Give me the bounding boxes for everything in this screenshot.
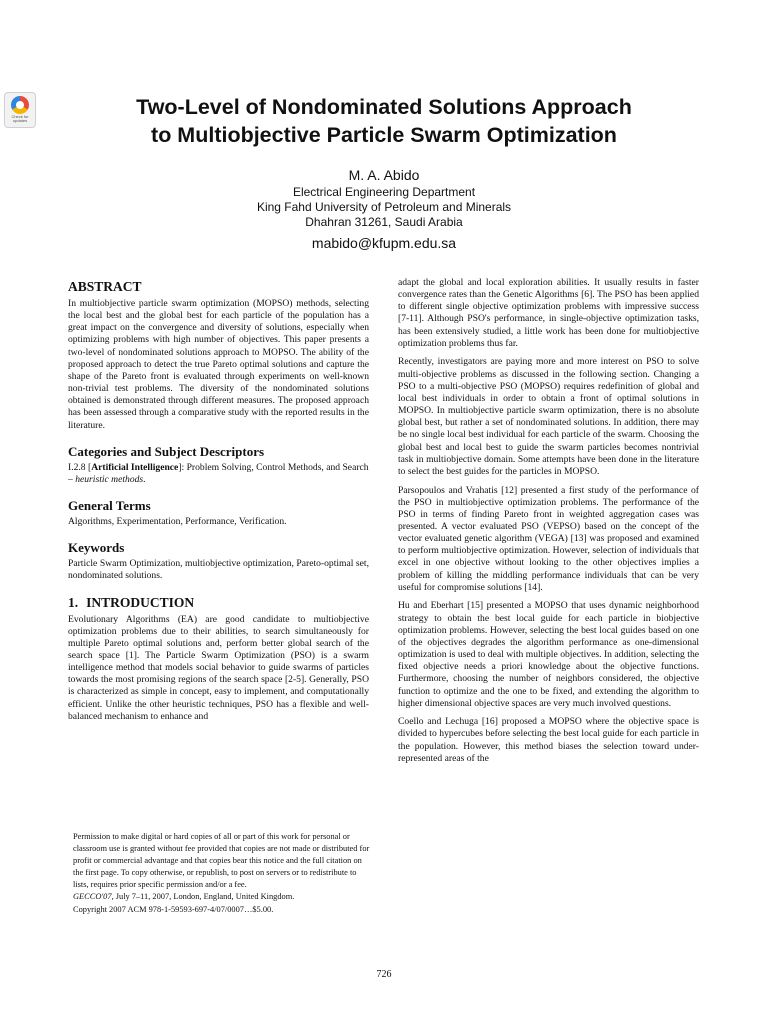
introduction-heading — [68, 595, 369, 611]
general-terms-text: Algorithms, Experimentation, Performance, Verification. — [68, 516, 287, 528]
right-paragraph-5: Coello and Lechuga [16] proposed a MOPSO where the objective space is divided to hypercubes before selecting the best local guide for each particle in the population. However, this method biases the selection toward under-represented areas of the — [398, 716, 699, 764]
categories-after-bold: ]: Problem Solving, Control Methods, and Search – — [68, 461, 369, 485]
author-department: Electrical Engineering Department — [292, 185, 476, 199]
categories-code: I.2.8 [ — [68, 461, 92, 473]
paper-title — [70, 93, 698, 149]
badge-label: Check for updates — [11, 114, 29, 123]
right-paragraph-3: Parsopoulos and Vrahatis [12] presented a first study of the performance of the PSO in multiobjective optimization problems. The performance of the PSO in terms of finding Pareto front in weighted aggregation cases was presented. A vector evaluated PSO (VEPSO) based on the concept of the vector evaluated genetic algorithm (VEGA) [13] was proposed and examined to perform multiobjective optimization. However, selection of individuals that excel in one objective without looking to the other objectives implies a problem of killing the middling performance individuals that can be very useful for compromise solutions [14]. — [398, 484, 699, 593]
categories-bold: Artificial Intelligence — [91, 461, 179, 473]
author-city: Dhahran 31261, Saudi Arabia — [305, 215, 463, 229]
abstract-heading: ABSTRACT — [68, 279, 142, 294]
copyright-line: Copyright 2007 ACM 978-1-59593-697-4/07/0007…$5.00. — [73, 904, 274, 914]
author-university: King Fahd University of Petroleum and Minerals — [256, 200, 512, 214]
introduction-title: INTRODUCTION — [86, 594, 195, 610]
categories-heading: Categories and Subject Descriptors — [68, 443, 265, 459]
title-line-2: to Multiobjective Particle Swarm Optimization — [151, 123, 617, 147]
conference-details: , July 7–11, 2007, London, England, United Kingdom. — [111, 892, 295, 902]
author-name: M. A. Abido — [348, 167, 420, 183]
author-email[interactable]: mabido@kfupm.edu.sa — [311, 235, 457, 251]
right-paragraph-2: Recently, investigators are paying more and more interest on PSO to solve multi-objective problems as discussed in the following section. Changing a PSO to a multi-objective PSO (MOPSO) requires redefinition of global and local best individuals in order to obtain a front of optimal solutions in MOPSO. In multiobjective particle swarm optimization, there is no absolute global best, but rather a set of nondominated solutions. In addition, there may be no single local best individual for each particle of the swarm. Choosing the global best and local best to guide the swarm particles becomes nontrivial task in multiobjective domain. Some attempts have been done in the literature to select the best guides for the particles in MOPSO. — [398, 356, 699, 477]
introduction-number: 1. — [68, 594, 79, 610]
page-number: 726 — [376, 969, 392, 980]
abstract-text: In multiobjective particle swarm optimization (MOPSO) methods, selecting the local best and the global best for each particle of the population has a great impact on the convergence and diversity of solutions, especially when optimizing problems with high number of objectives. This paper presents a two-level of nondominated solutions approach to MOPSO. The ability of the proposed approach to detect the true Pareto optimal solutions and capture the shape of the Pareto front is evaluated through experiments on well-known non-trivial test problems. The diversity of the nondominated solutions obtained is demonstrated through different measures. The proposed approach has been assessed through a comparative study with the reported results in the literature. — [68, 298, 369, 431]
crossmark-icon — [11, 96, 29, 114]
categories-text — [68, 462, 369, 486]
permission-text: Permission to make digital or hard copies of all or part of this work for personal or classroom use is granted without fee provided that copies are not made or distributed for profit or commercial advantage and that copies bear this notice and the full citation on the first page. To copy otherwise, or republish, to post on servers or to redistribute to lists, requires prior specific permission and/or a fee. — [73, 832, 370, 890]
keywords-text: Particle Swarm Optimization, multiobjective optimization, Pareto-optimal set, nondominated solutions. — [68, 558, 369, 582]
categories-end: . — [143, 473, 146, 485]
author-block — [70, 166, 698, 253]
general-terms-heading: General Terms — [68, 498, 151, 514]
right-paragraph-4: Hu and Eberhart [15] presented a MOPSO that uses dynamic neighborhood strategy to obtain the best local guide for each particle in biobjective optimization problems. However, selecting the best local guides based on one of the objectives degrades the algorithm performance as one-dimensional optimization is used to deal with multiple objectives. In addition, selecting the fixed objective needs a priori knowledge about the objective functions. Furthermore, choosing the number of neighbors considered, the objective function to optimize and the one to be fixed, and extending the algorithm to higher dimensional objective spaces are very much involved questions. — [398, 600, 699, 709]
right-paragraph-1: adapt the global and local exploration abilities. It usually results in faster convergence rates than the Genetic Algorithms [6]. The PSO has been applied to different single objective optimization problems with impressive success [7-11]. Although PSO's performance, in single-objective optimization tasks, has been extensively studied, a little work has been done for multiobjective optimization problems thus far. — [398, 277, 699, 349]
check-for-updates-badge[interactable] — [4, 92, 36, 128]
introduction-text: Evolutionary Algorithms (EA) are good candidate to multiobjective optimization problems due to their abilities, to search simultaneously for multiple Pareto optimal solutions and, perform better global search of the search space [1]. The Particle Swarm Optimization (PSO) is a swarm intelligence method that models social behavior to guide swarms of particles towards the most promising regions of the search space [2-5]. Generally, PSO is characterized as simple in concept, easy to implement, and computationally efficient. Unlike the other heuristic techniques, PSO has a flexible and well-balanced mechanism to enhance and — [68, 613, 369, 722]
left-column — [68, 279, 369, 723]
permission-notice — [73, 831, 373, 916]
conference-name: GECCO'07 — [73, 892, 112, 902]
keywords-heading: Keywords — [68, 540, 125, 556]
categories-italic: heuristic methods — [75, 473, 144, 485]
right-column — [398, 277, 699, 771]
title-line-1: Two-Level of Nondominated Solutions Approach — [136, 95, 632, 119]
